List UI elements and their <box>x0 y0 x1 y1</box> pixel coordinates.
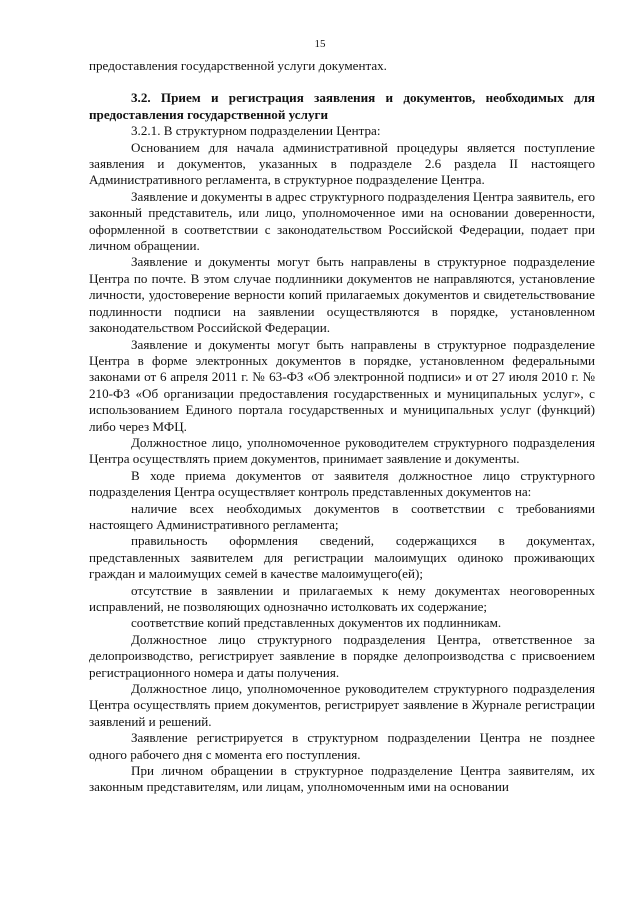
list-item: отсутствие в заявлении и прилагаемых к нему документах неоговоренных исправлений, не позволяющих однозначно истолковать их содержание; <box>89 582 595 614</box>
paragraph: При личном обращении в структурное подразделение Центра заявителям, их законным представителям, или лицам, уполномоченным ими на основании <box>89 763 595 795</box>
list-item: наличие всех необходимых документов в соответствии с требованиями настоящего Административного регламента; <box>89 500 595 532</box>
document-body <box>89 58 595 796</box>
paragraph: Должностное лицо, уполномоченное руководителем структурного подразделения Центра осуществлять прием документов, принимает заявление и документы. <box>89 434 595 467</box>
paragraph: Заявление регистрируется в структурном подразделении Центра не позднее одного рабочего дня с момента его поступления. <box>89 730 595 762</box>
lead-line: предоставления государственной услуги документах. <box>89 58 387 73</box>
section-heading: 3.2. Прием и регистрация заявления и документов, необходимых для предоставления государственной услуги <box>89 90 595 122</box>
paragraph: Заявление и документы могут быть направлены в структурное подразделение Центра по почте. В этом случае подлинники документов не направляются, установление личности, удостоверение верности копий прилагаемых документов и свидетельствование подлинности подписи на заявлении осуществляются в порядке, установленном законодательством Российской Федерации. <box>89 254 595 336</box>
paragraph: Должностное лицо структурного подразделения Центра, ответственное за делопроизводство, регистрирует заявление в порядке делопроизводства с присвоением регистрационного номера и даты получения. <box>89 631 595 680</box>
paragraph: 3.2.1. В структурном подразделении Центра: <box>131 123 381 139</box>
list-item: правильность оформления сведений, содержащихся в документах, представленных заявителем для регистрации малоимущих одиноко проживающих граждан и малоимущих семей в качестве малоимущего(ей); <box>89 533 595 582</box>
page-number: 15 <box>314 38 326 50</box>
paragraph: Должностное лицо, уполномоченное руководителем структурного подразделения Центра осуществлять прием документов, регистрирует заявление в Журнале регистрации заявлений и решений. <box>89 681 595 729</box>
paragraph: Заявление и документы в адрес структурного подразделения Центра заявитель, его законный представитель, или лицо, уполномоченное ими на основании доверенности, оформленной в соответствии с законодательством Российской Федерации, подает при личном обращении. <box>89 188 595 254</box>
list-item: соответствие копий представленных документов их подлинникам. <box>131 615 502 631</box>
paragraph: Заявление и документы могут быть направлены в структурное подразделение Центра в форме электронных документов в порядке, установленном федеральными законами от 6 апреля 2011 г. № 63-ФЗ «Об электронной подписи» и от 27 июля 2010 г. № 210-ФЗ «Об организации предоставления государственных и муниципальных услуг», с использованием Единого портала государственных и муниципальных услуг (функций) либо через МФЦ. <box>89 336 595 434</box>
paragraph: В ходе приема документов от заявителя должностное лицо структурного подразделения Центра осуществляет контроль представленных документов на: <box>89 467 595 500</box>
paragraph: Основанием для начала административной процедуры является поступление заявления и документов, указанных в подразделе 2.6 раздела II настоящего Административного регламента, в структурное подразделение Центра. <box>89 139 595 188</box>
